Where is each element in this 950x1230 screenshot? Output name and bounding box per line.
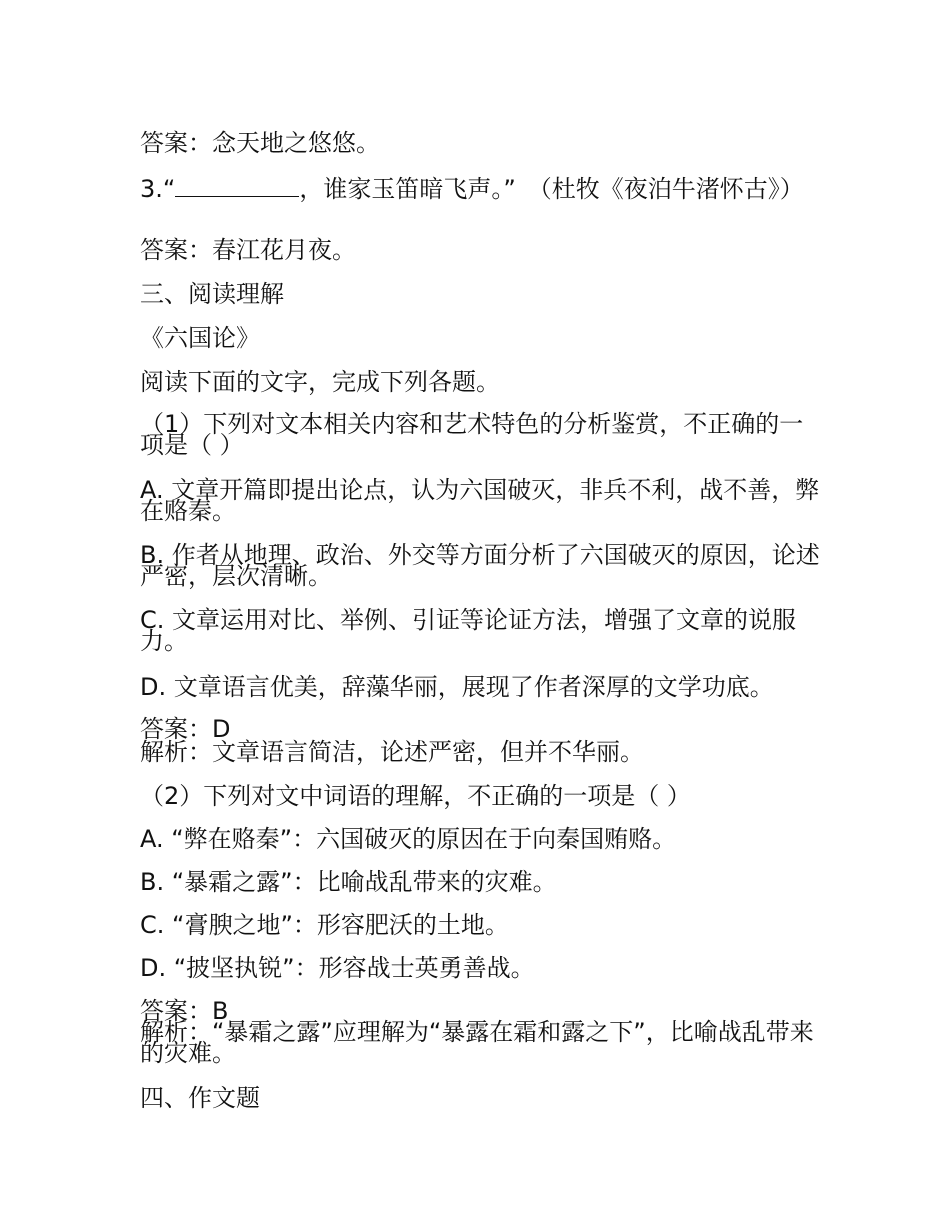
question1-option-d: D. 文章语言优美，辞藻华丽，展现了作者深厚的文学功底。 <box>140 673 774 701</box>
q3-quote-open: “ <box>162 175 176 203</box>
question2-analysis: 解析：“暴霜之露”应理解为“暴露在霜和露之下”，比喻战乱带来的灾难。 <box>140 1018 814 1067</box>
q3-question <box>140 175 820 203</box>
passage-title: 《六国论》 <box>140 324 260 352</box>
question2-option-b: B. “暴霜之露”：比喻战乱带来的灾难。 <box>140 868 557 896</box>
reading-instruction: 阅读下面的文字，完成下列各题。 <box>140 368 500 396</box>
section3-title: 三、阅读理解 <box>140 280 284 308</box>
question2-prompt: （2）下列对文中词语的理解，不正确的一项是（ ） <box>140 782 691 810</box>
question2-option-c: C. “膏腴之地”：形容肥沃的土地。 <box>140 911 509 939</box>
q3-number: 3. <box>140 175 163 203</box>
question1-prompt: （1）下列对文本相关内容和艺术特色的分析鉴赏，不正确的一项是（ ） <box>140 410 804 459</box>
q2-answer: 答案：念天地之悠悠。 <box>140 129 380 157</box>
q3-blank <box>175 176 299 197</box>
question1-option-b: B. 作者从地理、政治、外交等方面分析了六国破灭的原因，论述严密，层次清晰。 <box>140 541 820 590</box>
question2-answer: 答案：B <box>140 997 229 1025</box>
question1-analysis: 解析：文章语言简洁，论述严密，但并不华丽。 <box>140 738 644 766</box>
question1-answer: 答案：D <box>140 715 231 743</box>
question2-option-a: A. “弊在赂秦”：六国破灭的原因在于向秦国贿赂。 <box>140 825 677 853</box>
question1-option-c: C. 文章运用对比、举例、引证等论证方法，增强了文章的说服力。 <box>140 606 797 655</box>
question2-option-d: D. “披坚执锐”：形容战士英勇善战。 <box>140 954 535 982</box>
q3-text: ，谁家玉笛暗飞声。” （杜牧《夜泊牛渚怀古》） <box>299 175 804 203</box>
q3-answer: 答案：春江花月夜。 <box>140 236 356 264</box>
section4-title: 四、作文题 <box>140 1084 260 1112</box>
question1-option-a: A. 文章开篇即提出论点，认为六国破灭，非兵不利，战不善，弊在赂秦。 <box>140 476 820 525</box>
